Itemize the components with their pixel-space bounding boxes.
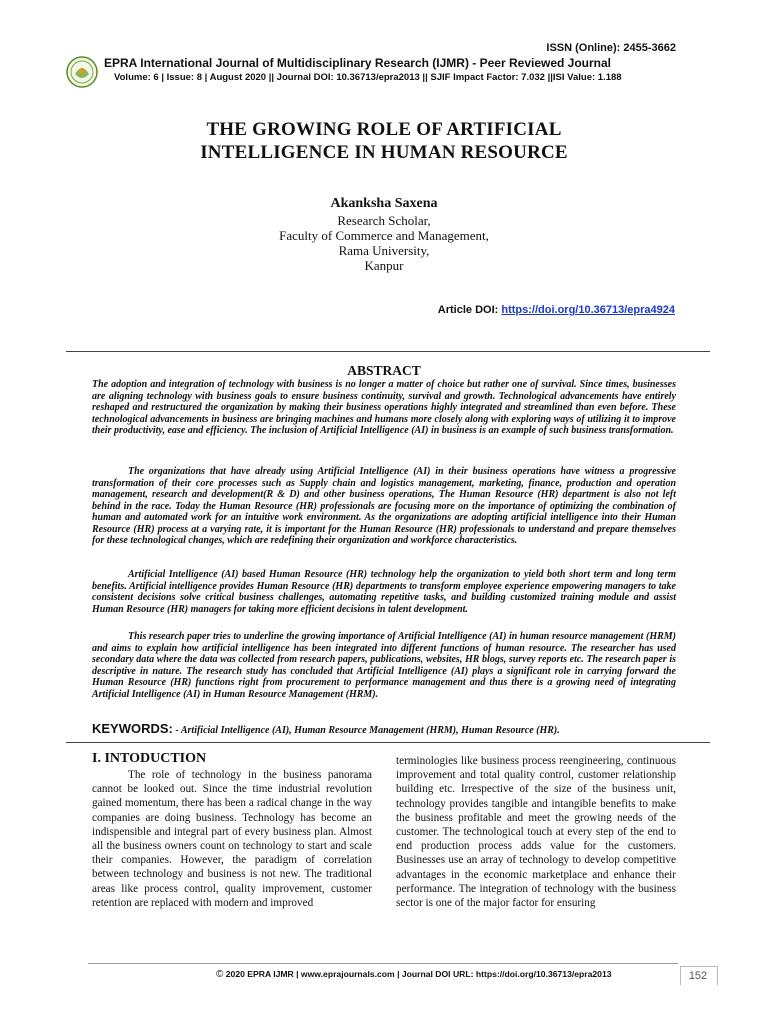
- footer-divider: [88, 963, 678, 964]
- intro-right-column: [396, 754, 676, 910]
- peer-reviewed-tag: - Peer Reviewed Journal: [468, 56, 612, 70]
- abstract-paragraph-3: Artificial Intelligence (AI) based Human Resource (HR) technology help the organization to yield both short term and long term benefits. Artificial intelligence provides Human Resource (HR) departments to transform employee experience empowering managers to take consistent decisions solve critical business challenges, automating repetitive tasks, and building customized training module and assist Human Resource (HR) managers for taking more efficient decisions in talent development.: [92, 569, 676, 615]
- abstract-paragraph-1: The adoption and integration of technology with business is no longer a matter of choice but rather one of survival. Since times, businesses are aligning technology with business goals to ensure business continuity, survival and growth. Technological advancements have entirely reshaped and restructured the organization by making their business operations highly integrated and streamlined than even before. These technological advancements in business are bringing machines and humans more closely along with exploring ways of utilizing it to improve their productivity, ease and efficiency. The inclusion of Artificial Intelligence (AI) in business is an example of such business transformation.: [92, 379, 676, 437]
- issn-label: ISSN (Online): 2455-3662: [546, 42, 676, 54]
- section-heading-introduction: I. INTODUCTION: [92, 751, 207, 766]
- abstract-bottom-divider: [66, 742, 710, 743]
- title-line-1: THE GROWING ROLE OF ARTIFICIAL: [206, 119, 562, 140]
- doi-link[interactable]: https://doi.org/10.36713/epra4924: [501, 304, 675, 316]
- title-line-2: INTELLIGENCE IN HUMAN RESOURCE: [200, 142, 568, 163]
- keywords-line: [92, 720, 692, 738]
- footer-info: 2020 EPRA IJMR | www.eprajournals.com | Journal DOI URL: https://doi.org/10.36713/epra2013: [223, 969, 612, 979]
- author-affiliation-3: Rama University,: [338, 243, 430, 258]
- intro-left-column: [92, 768, 372, 910]
- footer-text: [216, 969, 612, 980]
- intro-right-paragraph: terminologies like business process reengineering, continuous improvement and total quality control, customer relationship building etc. Irrespective of the size of the business unit, technology provides tangible and intangible benefits to make the business profitable and meet the growing needs of the customer. The technological touch at every step of the end to end production process adds value for the customers. Businesses use an array of technology to develop competitive advantages in the economic marketplace and enhance their performance. The integration of technology with the business sector is one of the major factor for ensuring: [396, 755, 676, 910]
- doi-label: Article DOI:: [437, 304, 502, 316]
- copyright-symbol: ©: [216, 969, 224, 980]
- abstract-heading: ABSTRACT: [347, 363, 421, 378]
- article-doi: [300, 304, 675, 316]
- abstract-paragraph-4: This research paper tries to underline the growing importance of Artificial Intelligence (AI) in human resource management (HRM) and aims to explain how artificial intelligence has been integrated into different functions of human resource. The researcher has used secondary data where the data was collected from research papers, publications, websites, HR blogs, survey reports etc. The research paper is descriptive in nature. The research study has concluded that Artificial Intelligence (AI) plays a significant role in carrying forward the Human Resource (HR) functions right from procurement to performance management and thus there is a growing need of integrating Artificial Intelligence (AI) in Human Resource Management (HRM).: [92, 631, 676, 700]
- keywords-text: - Artificial Intelligence (AI), Human Resource Management (HRM), Human Resource (HR).: [172, 725, 560, 736]
- journal-logo-icon: [66, 56, 98, 88]
- keywords-label: KEYWORDS:: [92, 721, 173, 736]
- journal-name: [104, 56, 684, 70]
- abstract-top-divider: [66, 351, 710, 352]
- abstract-paragraph-2: The organizations that have already using Artificial Intelligence (AI) in their business operations have witness a progressive transformation of their core processes such as Supply chain and logistics management, marketing, finance, production and operation management, research and development(R & D) and other business operations, The Human Resource (HR) department is also not left behind in the race. Today the Human Resource (HR) professionals are focusing more on the importance of optimizing the combination of human and automated work for an intuitive work environment. As the organizations are adopting artificial intelligence into their Human Resource (HR) process at a varying rate, it is important for the Human Resource (HR) professionals to understand and prepare themselves for these technological changes, which are redefining their organization and workforce characteristics.: [92, 466, 676, 547]
- author-affiliation-2: Faculty of Commerce and Management,: [279, 228, 489, 243]
- journal-meta: Volume: 6 | Issue: 8 | August 2020 || Journal DOI: 10.36713/epra2013 || SJIF Impact Factor: 7.032 ||ISI Value: 1.188: [114, 72, 622, 83]
- journal-title: EPRA International Journal of Multidisciplinary Research (IJMR): [104, 56, 469, 70]
- author-affiliation-4: Kanpur: [364, 258, 404, 273]
- page-number: 152: [688, 970, 708, 982]
- intro-left-paragraph: The role of technology in the business panorama cannot be looked out. Since the time industrial revolution gained momentum, there has been a radical change in the way companies are doing business. Technology has become an indispensible and integral part of every business plan. Almost all the business owners count on technology to start and scale their companies. However, the paradigm of correlation between technology and business is not new. The traditional areas like process control, quality improvement, customer retention are replaced with modern and improved: [92, 769, 372, 909]
- author-affiliation-1: Research Scholar,: [337, 213, 431, 228]
- author-name: Akanksha Saxena: [330, 196, 438, 211]
- paper-title: [100, 118, 668, 164]
